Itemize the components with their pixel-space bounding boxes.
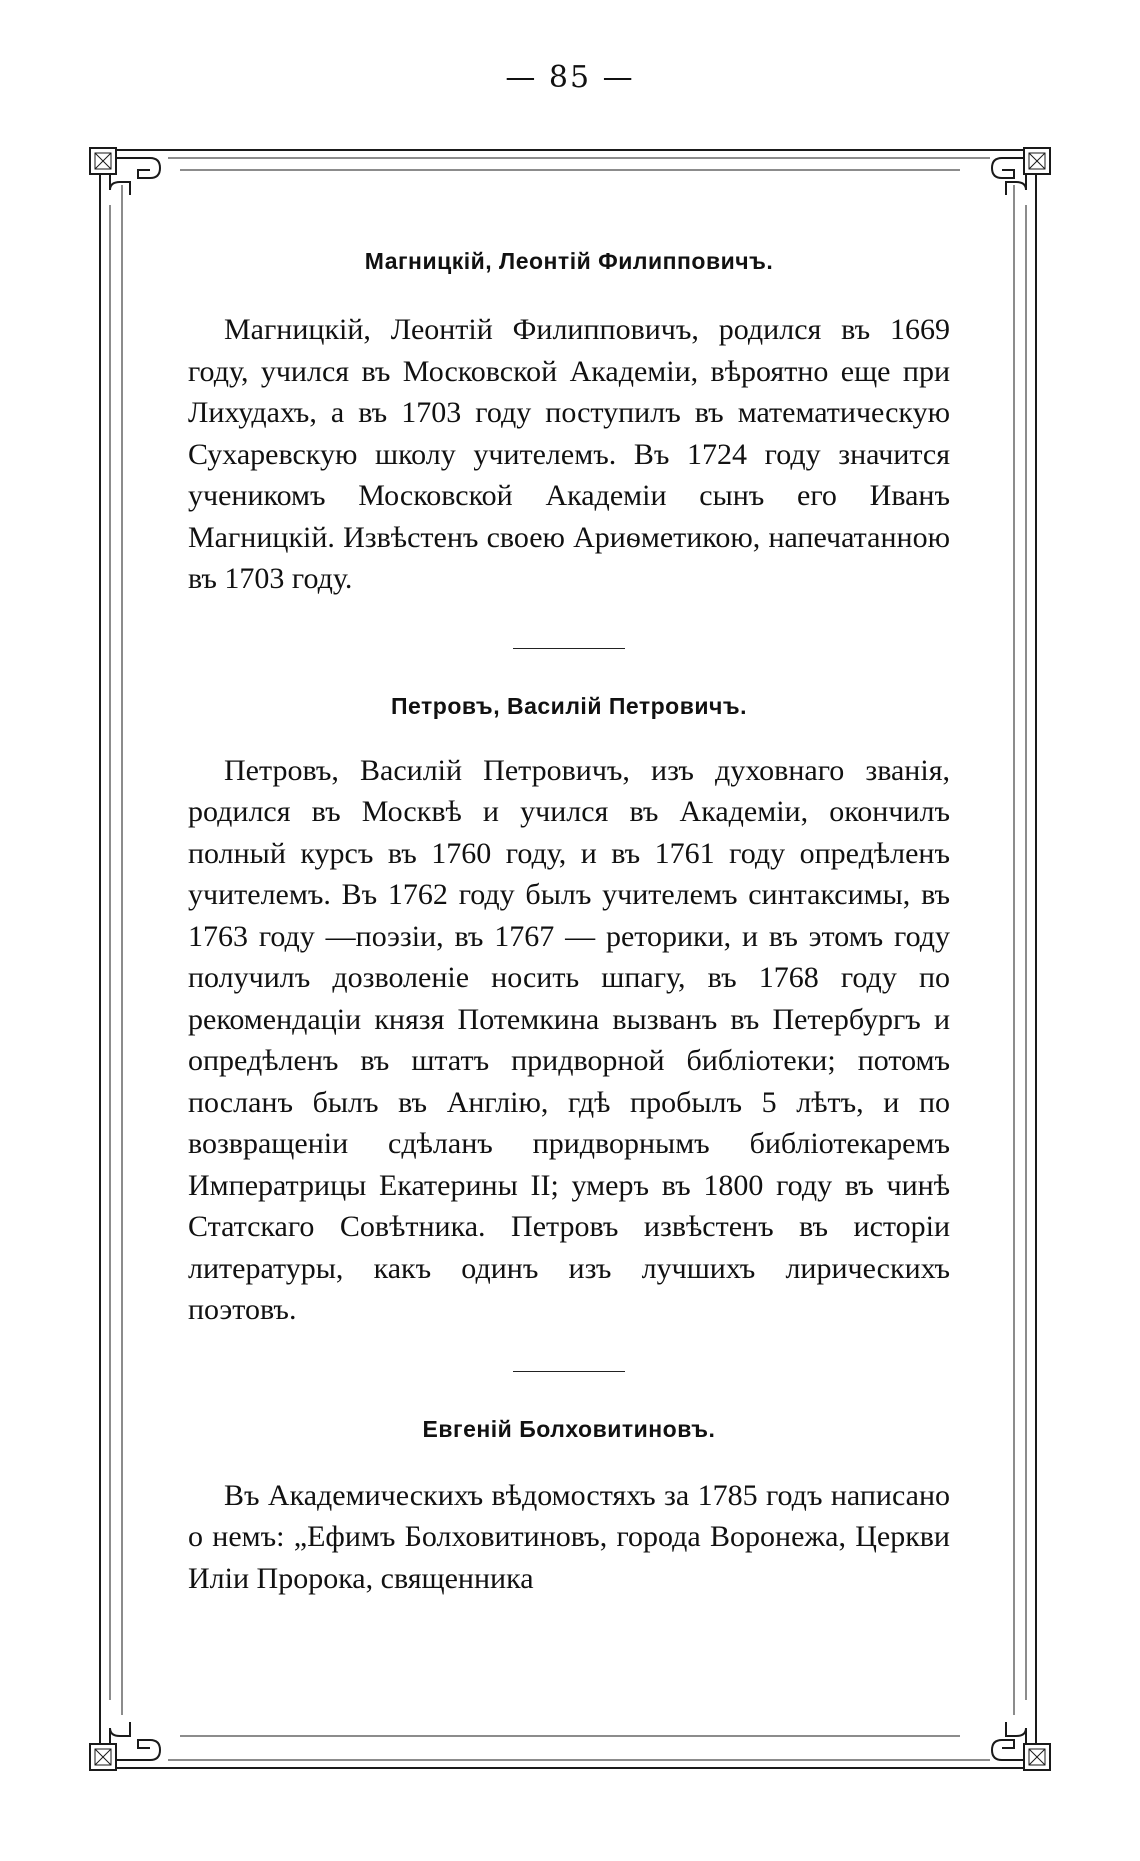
corner-ornament-bottom-right — [990, 1700, 1050, 1770]
section-text-petrov: Петровъ, Василій Петровичъ, изъ духовнаго званія, родился въ Москвѣ и учился въ Академіи, окончилъ полный курсъ въ 1760 году, и въ 1761 году опредѣленъ учителемъ. Въ 1762 году былъ учителемъ синтаксимы, въ 1763 году —поэзіи, въ 1767 — реторики, и въ этомъ году получилъ дозволеніе носить шпагу, въ 1768 году по рекомендаціи князя Потемкина вызванъ въ Петербургъ и опредѣленъ въ штатъ придворной библіотеки; потомъ посланъ былъ въ Англію, гдѣ пробылъ 5 лѣтъ, и по возвращеніи сдѣланъ придворнымъ библіотекаремъ Императрицы Екатерины II; умеръ въ 1800 году въ чинѣ Статскаго Совѣтника. Петровъ извѣстенъ въ исторіи литературы, какъ одинъ изъ лучшихъ лирическихъ поэтовъ. — [188, 753, 950, 1326]
section-divider — [513, 648, 625, 649]
corner-ornament-top-right — [990, 148, 1050, 205]
section-heading-magnitsky: Магницкій, Леонтій Филипповичъ. — [364, 248, 774, 274]
section-heading-petrov: Петровъ, Василій Петровичъ. — [390, 692, 748, 719]
section-heading-bolkhovitinov: Евгеній Болховитиновъ. — [422, 1415, 716, 1442]
corner-ornament-top-left — [90, 148, 168, 205]
page-content — [188, 238, 950, 1599]
corner-ornament-bottom-left — [90, 1700, 168, 1770]
section-text-magnitsky: Магницкій, Леонтій Филипповичъ, родился въ 1669 году, учился въ Московской Академіи, вѣроятно еще при Лихудахъ, а въ 1703 году поступилъ въ математическую Сухаревскую школу учителемъ. Въ 1724 году значится ученикомъ Московской Академіи сынъ его Иванъ Магницкій. Извѣстенъ своею Ариѳметикою, напечатанною въ 1703 году. — [188, 313, 950, 595]
section-divider — [513, 1371, 625, 1372]
section-text-bolkhovitinov: Въ Академическихъ вѣдомостяхъ за 1785 годъ написано о немъ: „Ефимъ Болховитиновъ, города Воронежа, Церкви Иліи Пророка, священника — [188, 1478, 950, 1595]
page-number: — 85 — — [505, 60, 635, 95]
